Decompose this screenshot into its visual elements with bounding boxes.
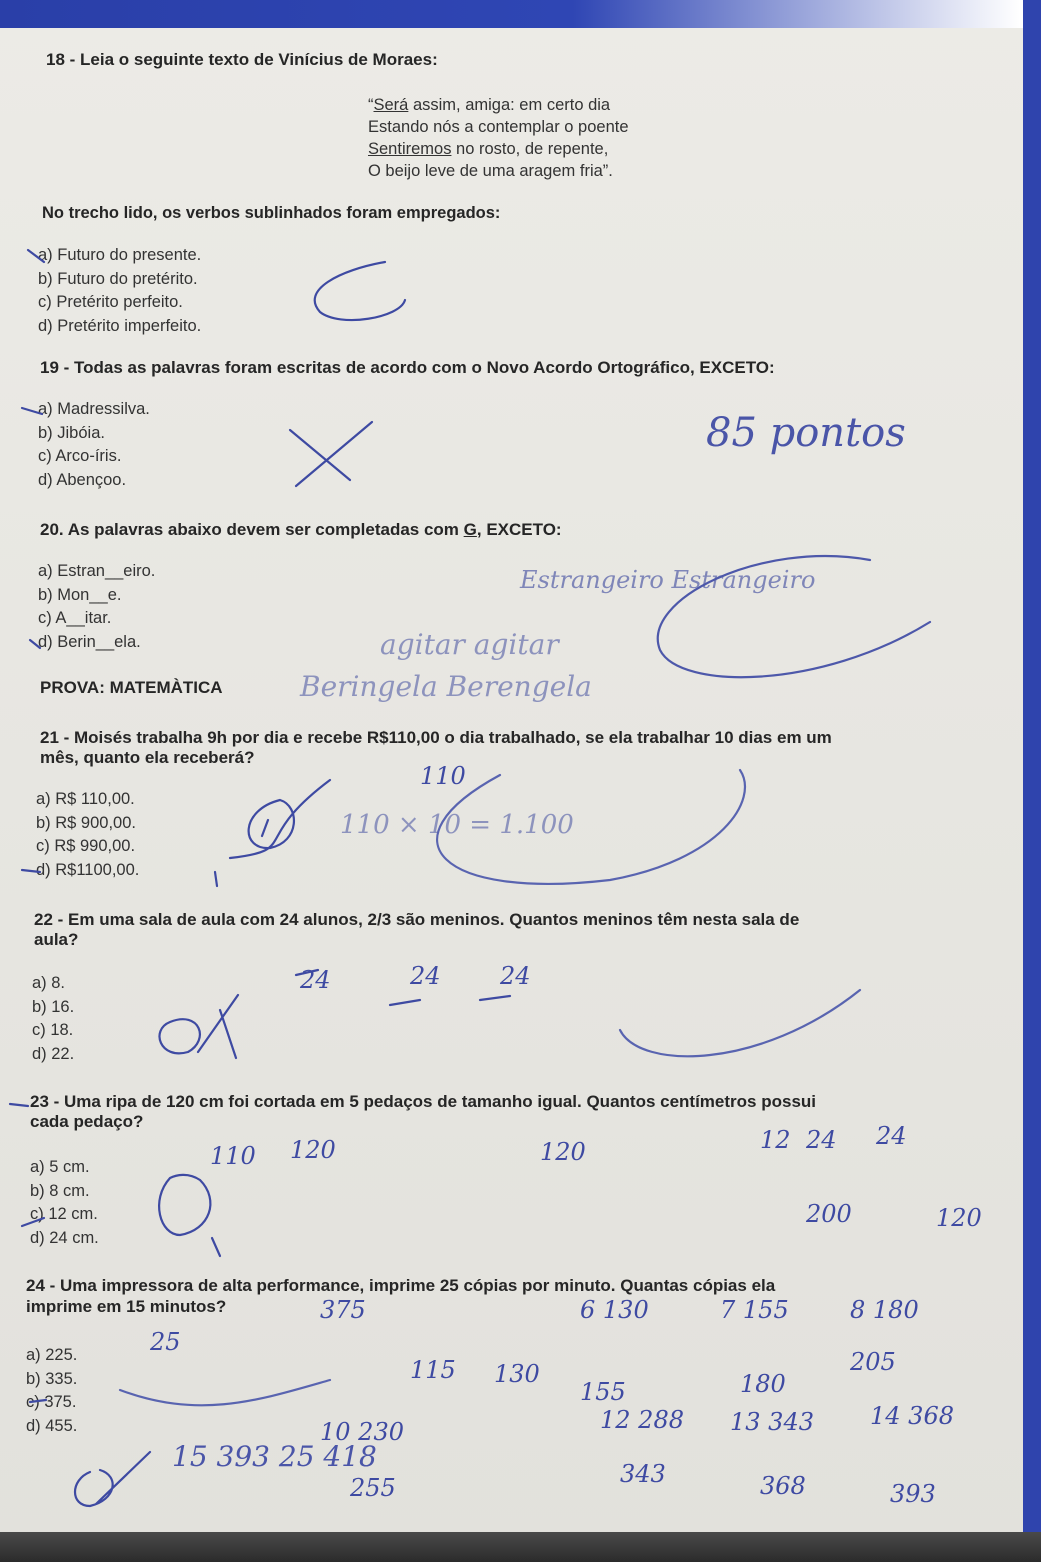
hw-230: 10 230	[320, 1418, 404, 1446]
question-22-options	[32, 974, 74, 1068]
hw-24b: 24	[410, 962, 441, 990]
question-18-title: 18 - Leia o seguinte texto de Vinícius de Moraes:	[46, 50, 438, 69]
option-d[interactable]: d) Pretérito imperfeito.	[38, 316, 202, 335]
poem-line-3: Sentiremos no rosto, de repente,	[368, 140, 609, 158]
option-c[interactable]: c) R$ 990,00.	[36, 837, 136, 855]
hw-368: 14 368	[870, 1402, 954, 1430]
handwritten-q20-words-3: Beringela Berengela	[300, 670, 592, 703]
option-c[interactable]: c) Pretérito perfeito.	[38, 293, 183, 311]
hw-130b: 130	[494, 1360, 540, 1388]
question-21-title-cont: mês, quanto ela receberá?	[40, 748, 255, 767]
hw-24d: 24	[806, 1126, 837, 1154]
question-20-title: 20. As palavras abaixo devem ser completadas com G, EXCETO:	[40, 520, 562, 539]
background-top-strip	[0, 0, 1041, 28]
question-21-title: 21 - Moisés trabalha 9h por dia e recebe R$110,00 o dia trabalhado, se ela trabalhar 10 dias em um	[40, 728, 832, 747]
handwritten-score: 85 pontos	[706, 410, 906, 456]
option-d[interactable]: d) 455.	[26, 1416, 78, 1435]
hw-155b: 155	[580, 1378, 626, 1406]
hw-24e: 24	[876, 1122, 907, 1150]
hw-115: 115	[410, 1356, 456, 1384]
option-a[interactable]: a) Estran__eiro.	[38, 562, 156, 580]
option-a[interactable]: a) Madressilva.	[38, 400, 150, 418]
hw-110b: 110	[210, 1142, 256, 1170]
hw-375: 375	[320, 1296, 366, 1324]
option-b[interactable]: b) Jibóia.	[38, 423, 105, 442]
option-d[interactable]: d) Abençoo.	[38, 470, 127, 489]
option-a[interactable]: a) R$ 110,00.	[36, 790, 135, 808]
option-a[interactable]: a) Futuro do presente.	[38, 246, 202, 264]
poem-line-4: O beijo leve de uma aragem fria”.	[368, 162, 613, 180]
hw-24: 24	[300, 966, 331, 994]
option-d[interactable]: d) 22.	[32, 1044, 75, 1063]
section-title: PROVA: MATEMÀTICA	[40, 678, 223, 697]
hw-255: 255	[350, 1474, 396, 1502]
hw-180b: 180	[740, 1370, 786, 1398]
question-23-title-cont: cada pedaço?	[30, 1112, 144, 1131]
question-23-title: 23 - Uma ripa de 120 cm foi cortada em 5 pedaços de tamanho igual. Quantos centímetros possui	[30, 1092, 817, 1111]
handwritten-q24-calculation: 15 393 25 418	[172, 1440, 377, 1473]
question-21-options	[36, 790, 139, 884]
hw-130: 6 130	[580, 1296, 649, 1324]
option-b[interactable]: b) Futuro do pretérito.	[38, 269, 198, 288]
hw-343b: 343	[620, 1460, 666, 1488]
handwritten-q21-calculation: 110 × 10 = 1.100	[340, 810, 574, 840]
hw-288: 12 288	[600, 1406, 684, 1434]
option-c[interactable]: c) 375.	[26, 1393, 77, 1411]
question-20-options	[38, 562, 155, 656]
hw-343: 13 343	[730, 1408, 814, 1436]
question-18-options	[38, 246, 201, 340]
hw-205: 205	[850, 1348, 896, 1376]
option-b[interactable]: b) R$ 900,00.	[36, 813, 136, 832]
option-c[interactable]: c) A__itar.	[38, 609, 112, 627]
option-c[interactable]: c) 12 cm.	[30, 1205, 98, 1223]
hw-120b: 120	[540, 1138, 586, 1166]
question-19-options	[38, 400, 150, 494]
option-a[interactable]: a) 5 cm.	[30, 1158, 90, 1176]
hw-25: 25	[150, 1328, 181, 1356]
poem-line-2: Estando nós a contemplar o poente	[368, 118, 629, 136]
hw-368b: 368	[760, 1472, 806, 1500]
question-24-title-cont: imprime em 15 minutos?	[26, 1297, 227, 1316]
hw-393: 393	[890, 1480, 936, 1508]
option-c[interactable]: c) 18.	[32, 1021, 74, 1039]
poem-line-1: “Será assim, amiga: em certo dia	[368, 96, 611, 114]
hw-120c: 120	[936, 1204, 982, 1232]
hw-120: 120	[290, 1136, 336, 1164]
question-23-options	[30, 1158, 99, 1252]
question-19-title: 19 - Todas as palavras foram escritas de acordo com o Novo Acordo Ortográfico, EXCETO:	[40, 358, 775, 377]
question-24-title: 24 - Uma impressora de alta performance, imprime 25 cópias por minuto. Quantas cópias ela	[26, 1276, 776, 1295]
background-right-edge	[1023, 0, 1041, 1562]
hw-24c: 24	[500, 962, 531, 990]
option-c[interactable]: c) Arco-íris.	[38, 447, 122, 465]
question-18-prompt: No trecho lido, os verbos sublinhados foram empregados:	[42, 204, 501, 222]
question-22-title-cont: aula?	[34, 930, 79, 949]
hw-155: 7 155	[720, 1296, 789, 1324]
option-b[interactable]: b) 8 cm.	[30, 1181, 90, 1200]
option-d[interactable]: d) 24 cm.	[30, 1228, 99, 1247]
option-b[interactable]: b) 335.	[26, 1369, 78, 1388]
hw-12: 12	[760, 1126, 791, 1154]
question-22-title: 22 - Em uma sala de aula com 24 alunos, 2/3 são meninos. Quantos meninos têm nesta sala de	[34, 910, 800, 929]
hw-180: 8 180	[850, 1296, 919, 1324]
option-d[interactable]: d) Berin__ela.	[38, 632, 141, 651]
question-24-options	[26, 1346, 77, 1440]
option-d[interactable]: d) R$1100,00.	[36, 860, 140, 879]
background-bottom-edge	[0, 1532, 1041, 1562]
handwritten-q20-words-2: agitar agitar	[380, 628, 559, 661]
option-b[interactable]: b) 16.	[32, 997, 75, 1016]
hw-200: 200	[806, 1200, 852, 1228]
poem-excerpt	[368, 94, 629, 182]
option-b[interactable]: b) Mon__e.	[38, 585, 122, 604]
handwritten-q20-words: Estrangeiro Estrangeiro	[520, 566, 816, 594]
option-a[interactable]: a) 8.	[32, 974, 66, 992]
option-a[interactable]: a) 225.	[26, 1346, 78, 1364]
hw-110: 110	[420, 762, 466, 790]
